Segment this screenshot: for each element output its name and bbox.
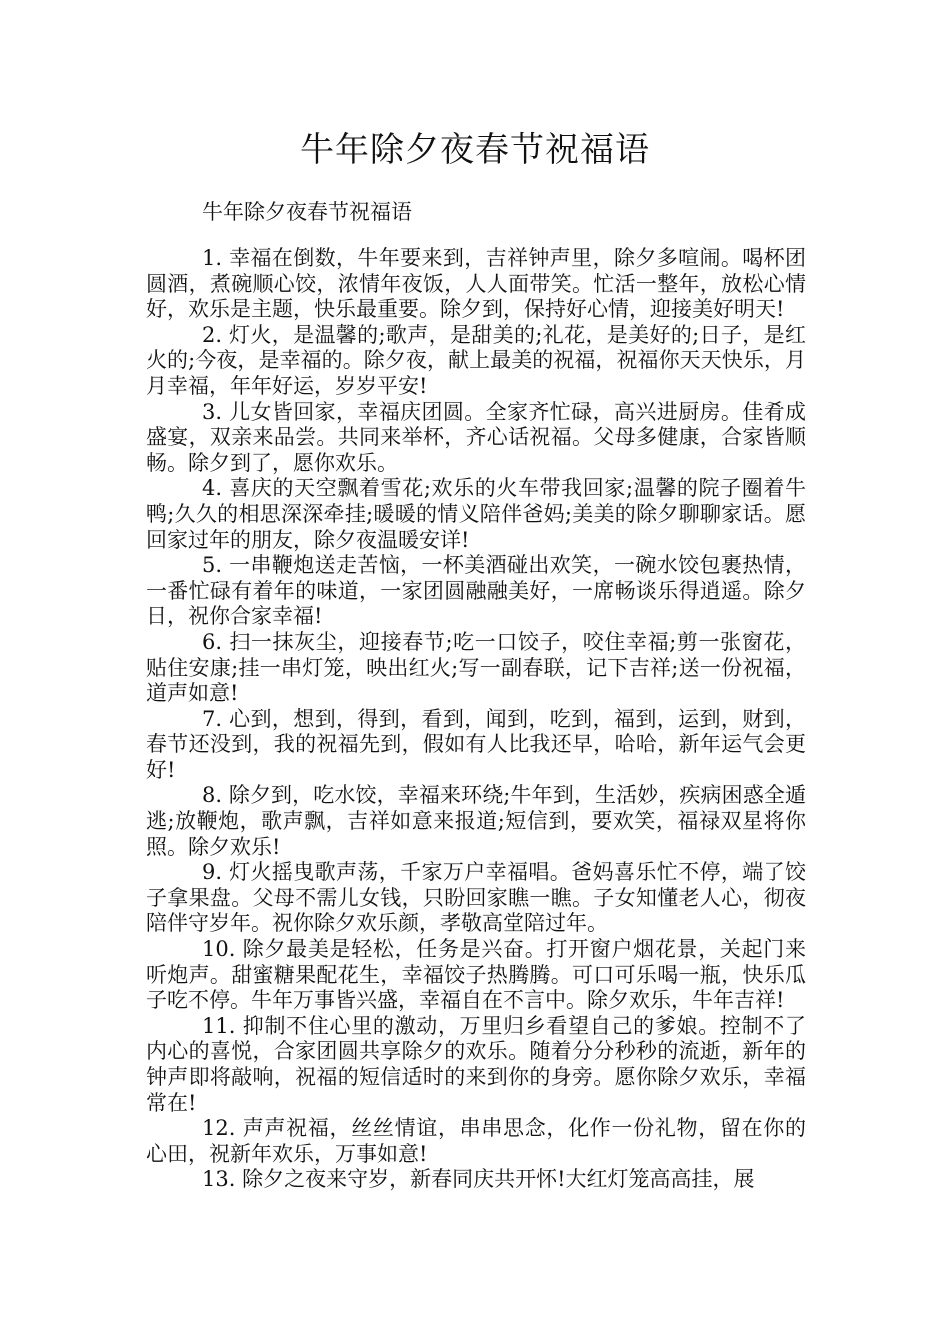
paragraph-10: 10. 除夕最美是轻松，任务是兴奋。打开窗户烟花景，关起门来听炮声。甜蜜糖果配花生，幸福饺子热腾腾。可口可乐喝一瓶，快乐瓜子吃不停。牛年万事皆兴盛，幸福自在不言中。除夕欢乐，牛年吉祥! xyxy=(146,937,806,1013)
document-title: 牛年除夕夜春节祝福语 xyxy=(300,130,650,170)
paragraph-13: 13. 除夕之夜来守岁，新春同庆共开怀!大红灯笼高高挂，展 xyxy=(202,1167,755,1192)
paragraph-7: 7. 心到，想到，得到，看到，闻到，吃到，福到，运到，财到，春节还没到，我的祝福先到，假如有人比我还早，哈哈，新年运气会更好! xyxy=(146,706,806,782)
paragraph-11: 11. 抑制不住心里的激动，万里归乡看望自己的爹娘。控制不了内心的喜悦，合家团圆共享除夕的欢乐。随着分分秒秒的流逝，新年的钟声即将敲响，祝福的短信适时的来到你的身旁。愿你除夕欢乐，幸福常在! xyxy=(146,1013,806,1115)
paragraph-4: 4. 喜庆的天空飘着雪花;欢乐的火车带我回家;温馨的院子圈着牛鸭;久久的相思深深牵挂;暖暖的情义陪伴爸妈;美美的除夕聊聊家话。愿回家过年的朋友，除夕夜温暖安详! xyxy=(146,476,806,552)
paragraph-8: 8. 除夕到，吃水饺，幸福来环绕;牛年到，生活妙，疾病困惑全遁逃;放鞭炮，歌声飘，吉祥如意来报道;短信到，要欢笑，福禄双星将你照。除夕欢乐! xyxy=(146,783,806,859)
paragraph-2: 2. 灯火，是温馨的;歌声，是甜美的;礼花，是美好的;日子，是红火的;今夜，是幸福的。除夕夜，献上最美的祝福，祝福你天天快乐，月月幸福，年年好运，岁岁平安! xyxy=(146,322,806,398)
paragraph-1: 1. 幸福在倒数，牛年要来到，吉祥钟声里，除夕多喧闹。喝杯团圆酒，煮碗顺心饺，浓情年夜饭，人人面带笑。忙活一整年，放松心情好，欢乐是主题，快乐最重要。除夕到，保持好心情，迎接美好明天! xyxy=(146,246,806,322)
paragraph-9: 9. 灯火摇曳歌声荡，千家万户幸福唱。爸妈喜乐忙不停，端了饺子拿果盘。父母不需儿女钱，只盼回家瞧一瞧。子女知懂老人心，彻夜陪伴守岁年。祝你除夕欢乐颜，孝敬高堂陪过年。 xyxy=(146,860,806,936)
paragraph-12: 12. 声声祝福，丝丝情谊，串串思念，化作一份礼物，留在你的心田，祝新年欢乐，万事如意! xyxy=(146,1116,806,1166)
document-subtitle: 牛年除夕夜春节祝福语 xyxy=(202,200,412,224)
document-body xyxy=(146,246,806,1193)
paragraph-3: 3. 儿女皆回家，幸福庆团圆。全家齐忙碌，高兴进厨房。佳肴成盛宴，双亲来品尝。共同来举杯，齐心话祝福。父母多健康，合家皆顺畅。除夕到了，愿你欢乐。 xyxy=(146,399,806,475)
paragraph-6: 6. 扫一抹灰尘，迎接春节;吃一口饺子，咬住幸福;剪一张窗花，贴住安康;挂一串灯笼，映出红火;写一副春联，记下吉祥;送一份祝福，道声如意! xyxy=(146,629,806,706)
paragraph-5: 5. 一串鞭炮送走苦恼，一杯美酒碰出欢笑，一碗水饺包裹热情，一番忙碌有着年的味道，一家团圆融融美好，一席畅谈乐得逍遥。除夕日，祝你合家幸福! xyxy=(146,553,806,629)
